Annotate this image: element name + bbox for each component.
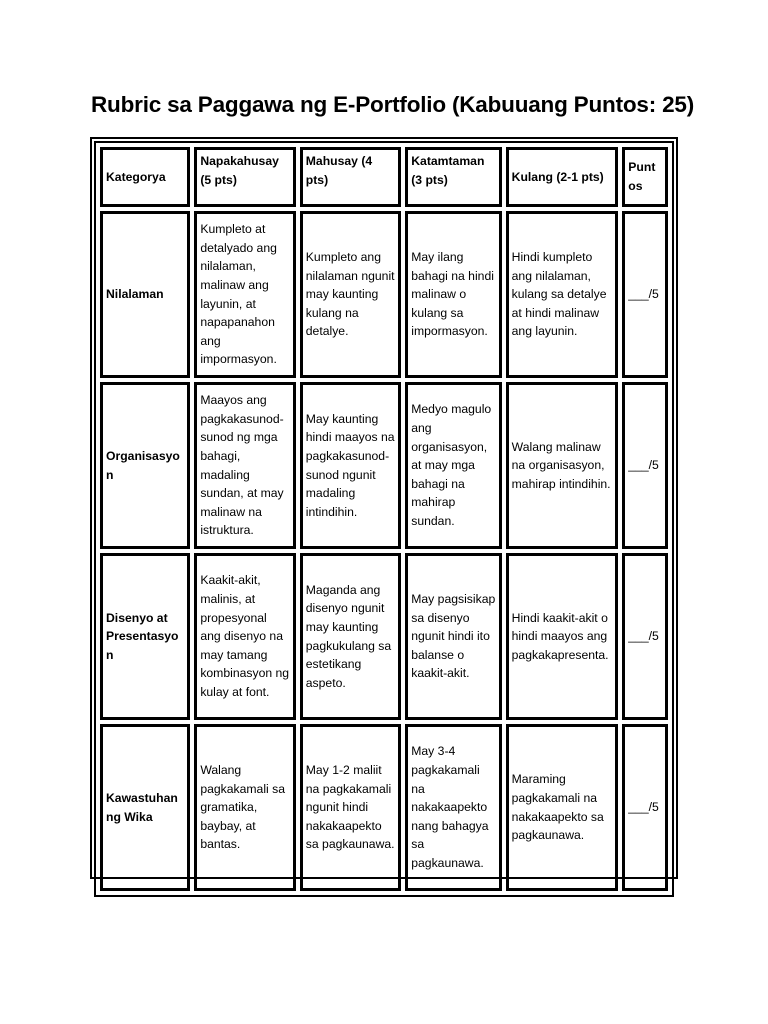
katamtaman-cell: May ilang bahagi na hindi malinaw o kulang sa impormasyon. (405, 211, 501, 378)
table-row (100, 724, 668, 891)
kulang-cell: Walang malinaw na organisasyon, mahirap intindihin. (506, 382, 619, 549)
puntos-cell: ___/5 (622, 211, 668, 378)
napakahusay-cell: Kumpleto at detalyado ang nilalaman, malinaw ang layunin, at napapanahon ang impormasyon. (194, 211, 295, 378)
puntos-cell: ___/5 (622, 382, 668, 549)
table-row (100, 211, 668, 378)
katamtaman-cell: May pagsisikap sa disenyo ngunit hindi ito balanse o kaakit-akit. (405, 553, 501, 720)
puntos-cell: ___/5 (622, 553, 668, 720)
page-title: Rubric sa Paggawa ng E-Portfolio (Kabuuang Puntos: 25) (91, 92, 694, 117)
katamtaman-cell: Medyo magulo ang organisasyon, at may mga bahagi na mahirap sundan. (405, 382, 501, 549)
table-row (100, 382, 668, 549)
rubric-table-frame (90, 137, 678, 879)
mahusay-cell: May kaunting hindi maayos na pagkakasunod-sunod ngunit madaling intindihin. (300, 382, 401, 549)
header-katamtaman: Katamtaman (3 pts) (405, 147, 501, 207)
mahusay-cell: Maganda ang disenyo ngunit may kaunting pagkukulang sa estetikang aspeto. (300, 553, 401, 720)
header-mahusay: Mahusay (4 pts) (300, 147, 401, 207)
category-cell: Organisasyon (100, 382, 190, 549)
header-kulang: Kulang (2-1 pts) (506, 147, 619, 207)
table-header-row (100, 147, 668, 207)
katamtaman-cell: May 3-4 pagkakamali na nakakaapekto nang bahagya sa pagkaunawa. (405, 724, 501, 891)
table-row (100, 553, 668, 720)
category-cell: Disenyo at Presentasyon (100, 553, 190, 720)
napakahusay-cell: Kaakit-akit, malinis, at propesyonal ang disenyo na may tamang kombinasyon ng kulay at font. (194, 553, 295, 720)
kulang-cell: Maraming pagkakamali na nakakaapekto sa pagkaunawa. (506, 724, 619, 891)
puntos-cell: ___/5 (622, 724, 668, 891)
header-napakahusay: Napakahusay (5 pts) (194, 147, 295, 207)
rubric-table (94, 141, 674, 897)
napakahusay-cell: Walang pagkakamali sa gramatika, baybay, at bantas. (194, 724, 295, 891)
category-cell: Nilalaman (100, 211, 190, 378)
mahusay-cell: Kumpleto ang nilalaman ngunit may kaunting kulang na detalye. (300, 211, 401, 378)
kulang-cell: Hindi kaakit-akit o hindi maayos ang pagkakapresenta. (506, 553, 619, 720)
category-cell: Kawastuhan ng Wika (100, 724, 190, 891)
mahusay-cell: May 1-2 maliit na pagkakamali ngunit hindi nakakaapekto sa pagkaunawa. (300, 724, 401, 891)
kulang-cell: Hindi kumpleto ang nilalaman, kulang sa detalye at hindi malinaw ang layunin. (506, 211, 619, 378)
header-kategorya: Kategorya (100, 147, 190, 207)
napakahusay-cell: Maayos ang pagkakasunod-sunod ng mga bahagi, madaling sundan, at may malinaw na istruktura. (194, 382, 295, 549)
header-puntos: Puntos (622, 147, 668, 207)
